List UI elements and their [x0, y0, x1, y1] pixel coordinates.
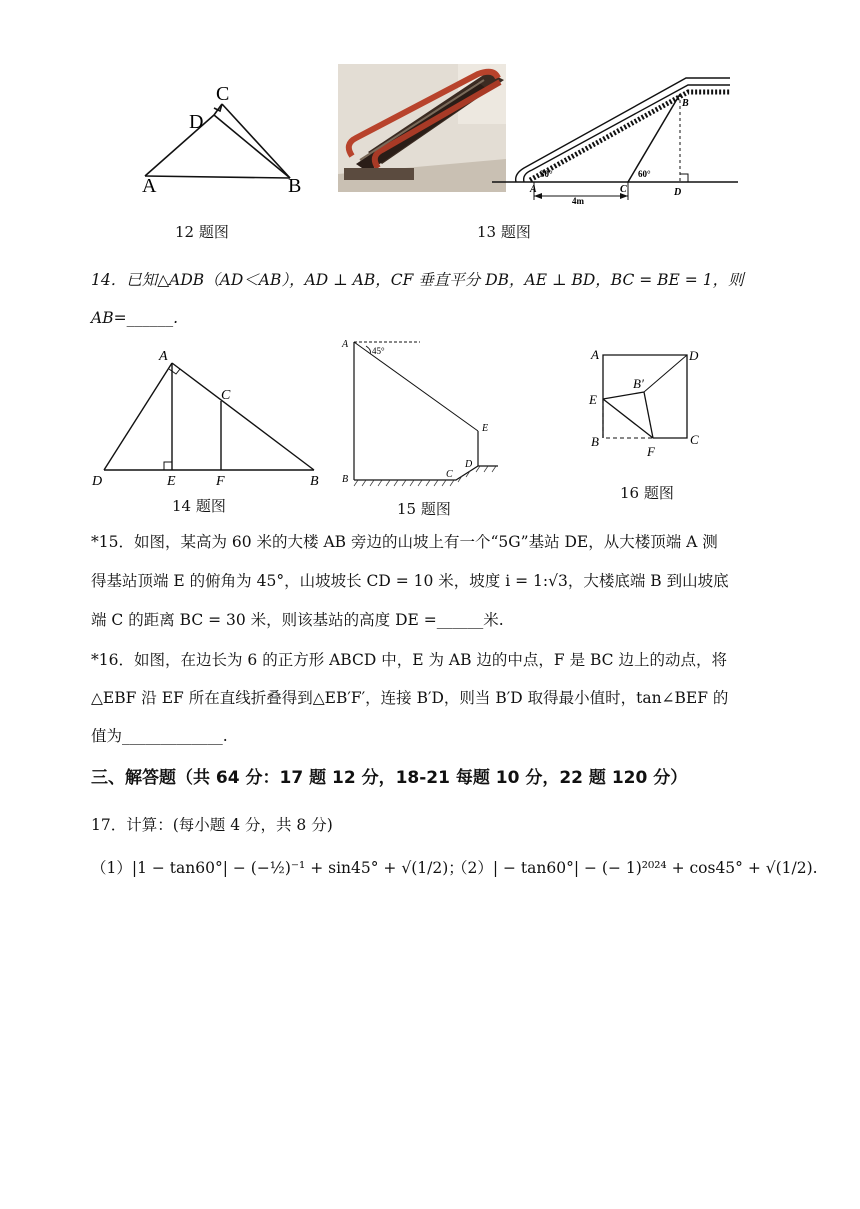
q16-line-3: 值为_____________. — [91, 727, 228, 745]
fig14-label-b: B — [310, 474, 319, 489]
fig14-label-a: A — [159, 349, 168, 364]
fig16-label-e: E — [589, 392, 597, 407]
fig16-caption: 16 题图 — [620, 484, 674, 502]
figure-13 — [490, 74, 740, 204]
fig14-label-e: E — [167, 474, 176, 489]
fig14-label-c: C — [221, 388, 231, 403]
figure-12 — [130, 80, 320, 200]
fig13-distance: 4m — [572, 196, 584, 204]
q15-line-3: 端 C 的距离 BC = 30 米，则该基站的高度 DE =______米. — [91, 611, 504, 629]
q16-line-1: *16．如图，在边长为 6 的正方形 ABCD 中，E 为 AB 边的中点，F 是 BC 边上的动点，将 — [91, 651, 727, 669]
fig15-label-b: B — [342, 474, 349, 485]
fig16-label-f: F — [647, 444, 655, 459]
escalator-photo — [338, 64, 506, 192]
fig14-label-d: D — [92, 474, 103, 489]
fig13-angle-60: 60° — [638, 169, 651, 179]
fig13-label-d: D — [674, 187, 682, 198]
fig16-label-b: B — [591, 434, 599, 449]
fig12-caption: 12 题图 — [175, 223, 229, 241]
q14-line-1: 14．已知△ADB（AD＜AB），AD ⊥ AB，CF 垂直平分 DB，AE ⊥ BD，BC = BE = 1，则 — [91, 271, 744, 289]
fig16-label-c: C — [690, 432, 699, 447]
q15-line-2: 得基站顶端 E 的俯角为 45°，山坡坡长 CD = 10 米，坡度 i = 1:√3，大楼底端 B 到山坡底 — [91, 572, 729, 590]
q14-line-2: AB=______. — [91, 309, 178, 327]
figure-14 — [88, 345, 328, 490]
fig16-label-a: A — [591, 347, 599, 362]
fig15-angle-45: 45° — [372, 346, 385, 356]
fig12-label-c: C — [216, 83, 230, 105]
fig13-label-c: C — [620, 184, 627, 195]
fig12-label-b: B — [288, 175, 302, 197]
fig15-label-a: A — [342, 339, 349, 350]
fig15-caption: 15 题图 — [397, 500, 451, 518]
fig13-caption: 13 题图 — [477, 223, 531, 241]
q15-line-1: *15．如图，某高为 60 米的大楼 AB 旁边的山坡上有一个“5G”基站 DE，从大楼顶端 A 测 — [91, 533, 718, 551]
q17-part-2: （2）| − tan60°| − (− 1)²⁰²⁴ + cos45° + √(1/2). — [452, 859, 818, 877]
fig14-caption: 14 题图 — [172, 497, 226, 515]
fig12-label-d: D — [189, 111, 204, 133]
q17-title: 17．计算：(每小题 4 分，共 8 分) — [91, 816, 333, 834]
section-3-title: 三、解答题（共 64 分：17 题 12 分，18-21 每题 10 分，22 题 120 分） — [91, 768, 688, 788]
figure-15 — [338, 336, 508, 494]
fig15-label-c: C — [446, 469, 453, 480]
fig16-label-d: D — [689, 348, 699, 363]
q17-part-1: （1）|1 − tan60°| − (−½)⁻¹ + sin45° + √(1/2)； — [91, 859, 464, 877]
fig13-label-b: B — [682, 98, 689, 109]
fig12-label-a: A — [142, 175, 157, 197]
fig14-label-f: F — [216, 474, 225, 489]
figure-16 — [583, 342, 713, 462]
q16-line-2: △EBF 沿 EF 所在直线折叠得到△EB′F′，连接 B′D，则当 B′D 取得最小值时，tan∠BEF 的 — [91, 689, 729, 707]
fig15-label-e: E — [482, 423, 489, 434]
fig15-label-d: D — [465, 459, 473, 470]
fig13-label-a: A — [530, 184, 537, 195]
fig16-label-bprime: B′ — [633, 376, 644, 391]
fig13-angle-30: 30° — [540, 169, 553, 179]
